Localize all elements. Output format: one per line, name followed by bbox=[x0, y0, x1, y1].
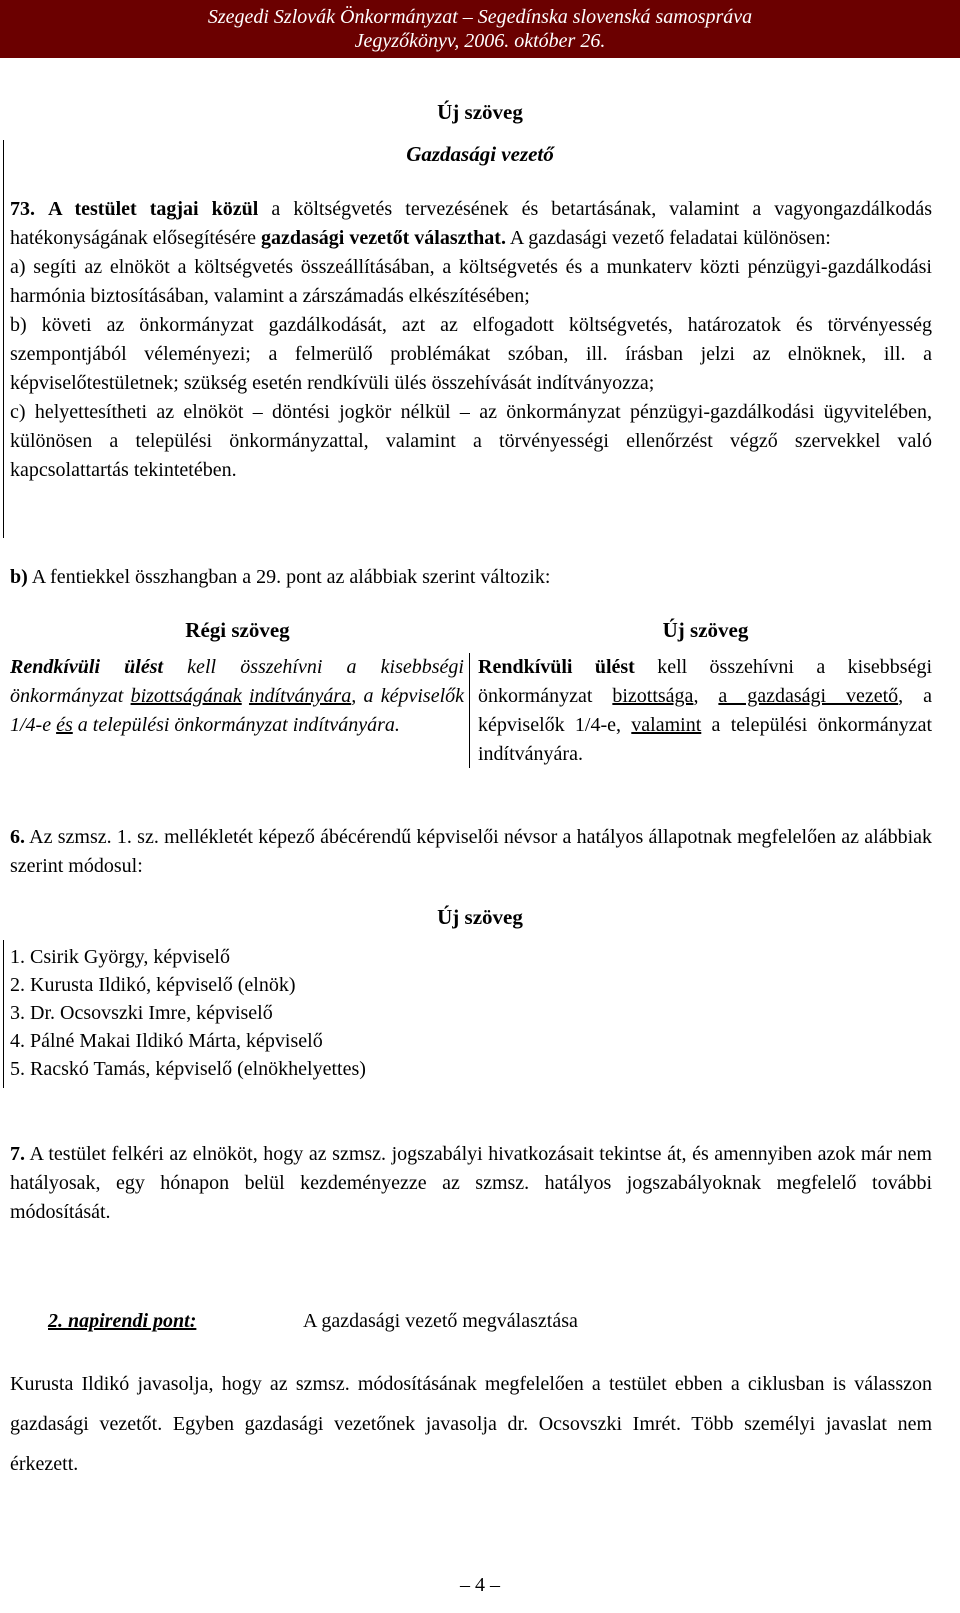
revision-bar bbox=[3, 140, 4, 538]
paragraph-number: 6. bbox=[10, 826, 25, 848]
old-text-column bbox=[10, 653, 464, 740]
underlined-phrase: és bbox=[56, 714, 73, 736]
section-title-new-text: Új szöveg bbox=[437, 100, 523, 124]
text-run: kell összehívni a kisebbségi önkormányzat bbox=[478, 656, 933, 707]
text-run: a települési önkormányzat indítványára. bbox=[478, 714, 933, 765]
column-divider bbox=[469, 653, 470, 768]
closing-paragraph: Kurusta Ildikó javasolja, hogy az szmsz. módosításának megfelelően a testület ebben a ciklusban is válasszon gazdasági vezetőt. Egyben gazdasági vezetőnek javasolja dr. Ocsovszki Imrét. Több személyi javaslat nem érkezett. bbox=[10, 1373, 932, 1475]
agenda-title: A gazdasági vezető megválasztása bbox=[303, 1310, 578, 1332]
header-title: Szegedi Szlovák Önkormányzat – Segedínska slovenská samospráva bbox=[207, 6, 753, 28]
underlined-phrase: bizottsága bbox=[612, 685, 694, 707]
page-number: – 4 – bbox=[460, 1574, 500, 1596]
text-run: , a képviselők 1/4-e bbox=[10, 685, 465, 736]
revision-bar bbox=[3, 940, 4, 1088]
agenda-label: 2. napirendi pont: bbox=[48, 1310, 197, 1332]
underlined-phrase: a gazdasági vezető bbox=[718, 685, 899, 707]
item-c: c) helyettesítheti az elnököt – döntési jogkör nélkül – az önkormányzat pénzügyi-gazdálkodási ügyvitelében, különösen a települési önkormányzattal, valamint a törvényességi ellenőrzést végző szervekkel való kapcsolattartás tekintetében. bbox=[10, 401, 932, 481]
paragraph-b bbox=[10, 563, 932, 592]
item-a: a) segíti az elnököt a költségvetés összeállításában, a költségvetés és a munkaterv közti pénzügyi-gazdálkodási harmónia biztosításában, valamint a zárszámadás elkészítésében; bbox=[10, 256, 932, 307]
section-title-new-text-2: Új szöveg bbox=[437, 905, 523, 929]
document-header bbox=[0, 0, 960, 58]
bold-phrase: gazdasági vezetőt választhat. bbox=[261, 227, 506, 249]
item-b: b) követi az önkormányzat gazdálkodását, azt az elfogadott költségvetés, határozatok és törvényesség szempontjából véleményezi; a felmerülő problémákat szóban, ill. írásban jelzi az elnöknek, ill. a képviselőtestületnek; szükség esetén rendkívüli ülés összehívását indítványozza; bbox=[10, 314, 932, 394]
header-subtitle: Jegyzőkönyv, 2006. október 26. bbox=[354, 30, 606, 52]
text-run: kell összehívni a kisebbségi önkormányzat bbox=[10, 656, 464, 707]
paragraph-6 bbox=[10, 823, 932, 881]
paragraph-7 bbox=[10, 1140, 932, 1227]
paragraph-number: 73. bbox=[10, 198, 35, 220]
paragraph-text: A testület felkéri az elnököt, hogy az szmsz. jogszabályi hivatkozásait tekintse át, és amennyiben azok már nem hatályosak, egy hónapon belül kezdeményezze az szmsz. hatályos jogszabályoknak megfelelő további módosítását. bbox=[10, 1143, 932, 1223]
underlined-phrase: valamint bbox=[631, 714, 702, 736]
old-text-heading: Régi szöveg bbox=[185, 618, 290, 642]
list-item: 5. Racskó Tamás, képviselő (elnökhelyettes) bbox=[10, 1058, 366, 1080]
new-text-heading: Új szöveg bbox=[662, 618, 749, 642]
paragraph-text: A fentiekkel összhangban a 29. pont az alábbiak szerint változik: bbox=[27, 566, 551, 588]
new-text-column bbox=[478, 653, 932, 769]
text-run: a települési önkormányzat indítványára. bbox=[72, 714, 400, 736]
paragraph-label: b) bbox=[10, 566, 28, 588]
paragraph-73 bbox=[10, 195, 932, 485]
bold-phrase: A testület tagjai közül bbox=[48, 198, 259, 220]
list-item: 1. Csirik György, képviselő bbox=[10, 946, 230, 968]
section-subtitle-economic-leader: Gazdasági vezető bbox=[406, 142, 554, 166]
list-item: 3. Dr. Ocsovszki Imre, képviselő bbox=[10, 1002, 273, 1024]
underlined-phrase: indítványára bbox=[248, 685, 352, 707]
paragraph-text: a költségvetés tervezésének és betartásának, valamint a vagyongazdálkodás hatékonyságának elősegítésére bbox=[10, 198, 933, 249]
underlined-phrase: bizottságának bbox=[130, 685, 242, 707]
list-item: 4. Pálné Makai Ildikó Márta, képviselő bbox=[10, 1030, 323, 1052]
text-run: , bbox=[693, 685, 719, 707]
text-run: , a képviselők 1/4-e, bbox=[478, 685, 932, 736]
paragraph-text: A gazdasági vezető feladatai különösen: bbox=[505, 227, 831, 249]
bold-phrase: Rendkívüli ülést bbox=[10, 656, 164, 678]
paragraph-number: 7. bbox=[10, 1143, 25, 1165]
bold-phrase: Rendkívüli ülést bbox=[478, 656, 635, 678]
text-run bbox=[242, 685, 249, 707]
paragraph-text: Az szmsz. 1. sz. mellékletét képező ábécérendű képviselői névsor a hatályos állapotnak megfelelően az alábbiak szerint módosul: bbox=[10, 826, 932, 877]
list-item: 2. Kurusta Ildikó, képviselő (elnök) bbox=[10, 974, 296, 996]
